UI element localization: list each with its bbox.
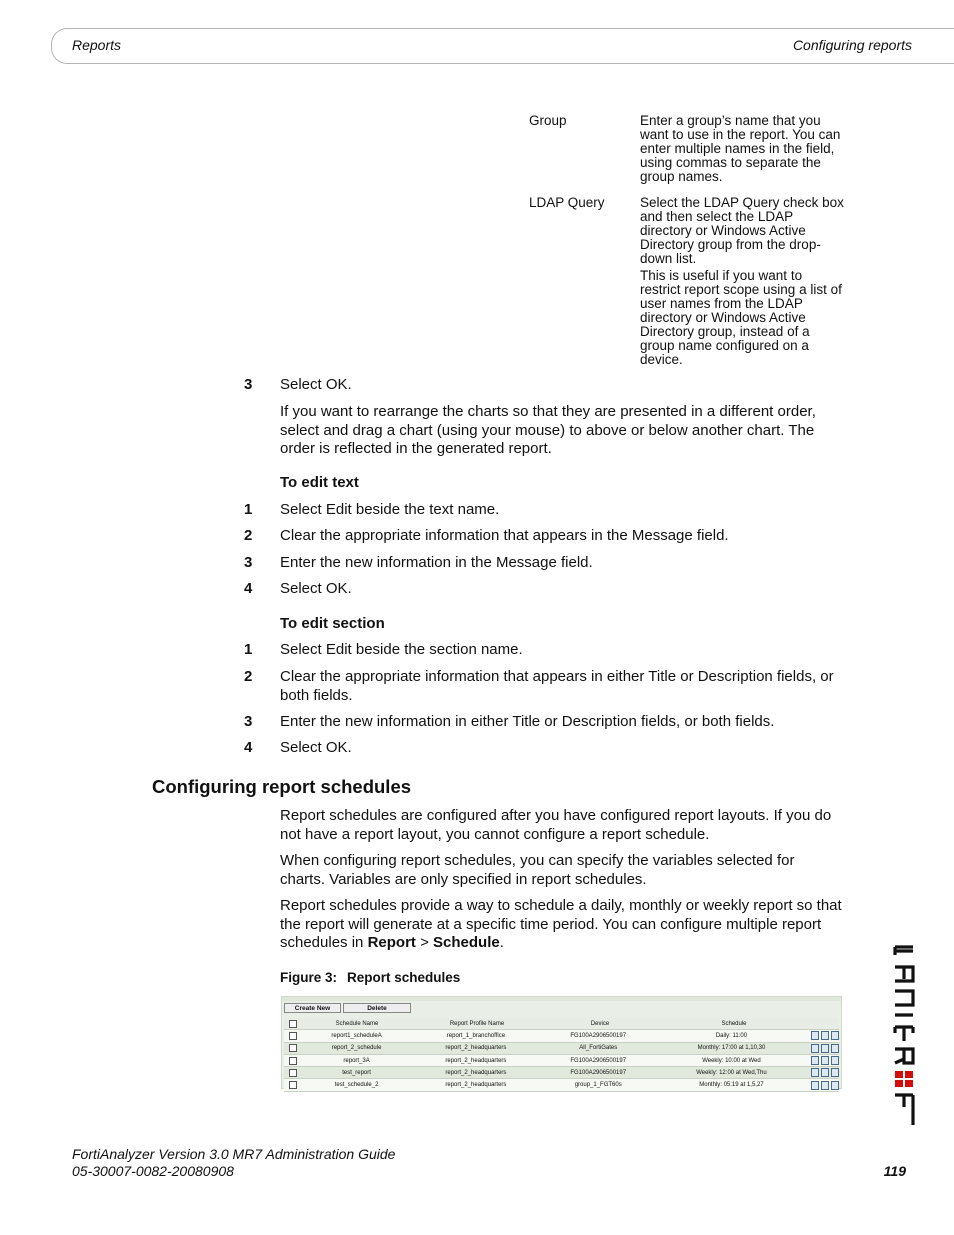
report-schedules-screenshot bbox=[281, 996, 842, 1089]
cell-report-profile: report_2_headquarters bbox=[445, 1069, 507, 1076]
figure-caption bbox=[280, 970, 460, 985]
step-text: Select OK. bbox=[280, 739, 352, 756]
edit-icon[interactable] bbox=[821, 1056, 829, 1065]
fortinet-logo bbox=[892, 943, 916, 1128]
cell-device: group_1_FGT60s bbox=[574, 1082, 622, 1089]
cell-schedule: Weekly: 12:00 at Wed,Thu bbox=[696, 1069, 767, 1076]
table-header bbox=[284, 1018, 839, 1030]
row-checkbox[interactable] bbox=[289, 1069, 297, 1077]
cell-device: FG100A2906500197 bbox=[570, 1069, 627, 1076]
run-icon[interactable] bbox=[831, 1068, 839, 1077]
edit-icon[interactable] bbox=[821, 1081, 829, 1090]
run-icon[interactable] bbox=[831, 1031, 839, 1040]
delete-icon[interactable] bbox=[811, 1081, 819, 1090]
column-header: Device bbox=[590, 1020, 610, 1027]
cell-report-profile: report_1_branchoffice bbox=[446, 1032, 506, 1039]
cell-report-profile: report_2_headquarters bbox=[445, 1082, 507, 1089]
cell-schedule-name: test_report bbox=[342, 1069, 371, 1076]
edit-icon[interactable] bbox=[821, 1031, 829, 1040]
section-paragraph-1: Report schedules are configured after you have configured report layouts. If you do not have a report layout, you cannot configure a report schedule. bbox=[280, 807, 832, 843]
cell-schedule-name: test_schedule_2 bbox=[334, 1082, 379, 1089]
select-all-checkbox-cell bbox=[284, 1020, 302, 1028]
row-actions bbox=[807, 1044, 839, 1053]
cell-device: FG100A2906500197 bbox=[570, 1057, 627, 1064]
step-number: 4 bbox=[244, 580, 253, 597]
column-header: Schedule Name bbox=[335, 1020, 379, 1027]
edit-icon[interactable] bbox=[821, 1044, 829, 1053]
select-all-checkbox[interactable] bbox=[289, 1020, 297, 1028]
run-icon[interactable] bbox=[831, 1056, 839, 1065]
step-number: 3 bbox=[244, 713, 253, 730]
header-topic-name: Configuring reports bbox=[792, 37, 912, 53]
cell-device: All_FortiGates bbox=[579, 1045, 618, 1052]
screenshot-toolbar bbox=[282, 1001, 841, 1014]
delete-icon[interactable] bbox=[811, 1068, 819, 1077]
edit-icon[interactable] bbox=[821, 1068, 829, 1077]
menu-path-separator: > bbox=[415, 934, 434, 951]
run-icon[interactable] bbox=[831, 1081, 839, 1090]
paragraph-text: Report schedules provide a way to schedule a daily, monthly or weekly report so that the report will generate at a specific time period. You can configure multiple report schedules in bbox=[280, 897, 842, 951]
row-actions bbox=[807, 1056, 839, 1065]
table-row bbox=[284, 1079, 839, 1091]
create-new-button[interactable]: Create New bbox=[284, 1003, 341, 1013]
paragraph-text: . bbox=[499, 934, 504, 951]
row-actions bbox=[807, 1081, 839, 1090]
section-paragraph-3 bbox=[280, 897, 842, 953]
step-number: 4 bbox=[244, 739, 253, 756]
row-checkbox[interactable] bbox=[289, 1081, 297, 1089]
step-text: Clear the appropriate information that appears in the Message field. bbox=[280, 527, 729, 544]
delete-icon[interactable] bbox=[811, 1031, 819, 1040]
definition-desc bbox=[640, 114, 844, 187]
delete-button[interactable]: Delete bbox=[343, 1003, 411, 1013]
delete-icon[interactable] bbox=[811, 1044, 819, 1053]
definition-text: Select the LDAP Query check box and then select the LDAP directory or Windows Active Directory group from the drop-down list. bbox=[640, 195, 844, 266]
footer-guide-title: FortiAnalyzer Version 3.0 MR7 Administration Guide bbox=[72, 1146, 396, 1162]
step-text: Enter the new information in the Message field. bbox=[280, 554, 593, 571]
definition-desc bbox=[640, 196, 844, 370]
schedule-table bbox=[284, 1018, 839, 1092]
menu-path-schedule: Schedule bbox=[433, 934, 500, 951]
table-row bbox=[284, 1067, 839, 1079]
row-actions bbox=[807, 1068, 839, 1077]
run-icon[interactable] bbox=[831, 1044, 839, 1053]
definition-row-group bbox=[529, 114, 844, 187]
step-text: Select OK. bbox=[280, 376, 352, 393]
figure-label: Figure 3: bbox=[280, 970, 338, 985]
row-checkbox[interactable] bbox=[289, 1057, 297, 1065]
menu-path-report: Report bbox=[367, 934, 416, 951]
cell-schedule-name: report_2_schedule bbox=[331, 1045, 382, 1052]
step-text: Clear the appropriate information that appears in either Title or Description fields, or both fields. bbox=[280, 668, 834, 704]
cell-schedule-name: report_3A bbox=[343, 1057, 370, 1064]
footer-document-number: 05-30007-0082-20080908 bbox=[72, 1163, 234, 1179]
cell-schedule-name: report1_scheduleA bbox=[331, 1032, 382, 1039]
definition-row-ldap bbox=[529, 196, 844, 370]
cell-schedule: Daily: 11:00 bbox=[715, 1032, 748, 1039]
step-number: 3 bbox=[244, 376, 253, 393]
section-heading: Configuring report schedules bbox=[152, 776, 412, 797]
step-number: 3 bbox=[244, 554, 253, 571]
column-header: Schedule bbox=[721, 1020, 747, 1027]
definition-term: LDAP Query bbox=[529, 195, 605, 210]
figure-title: Report schedules bbox=[347, 970, 461, 985]
table-row bbox=[284, 1055, 839, 1067]
header-section-name: Reports bbox=[72, 37, 122, 53]
column-header: Report Profile Name bbox=[449, 1020, 505, 1027]
definition-term: Group bbox=[529, 113, 567, 128]
procedure-title-edit-section: To edit section bbox=[280, 615, 385, 632]
row-checkbox-cell bbox=[284, 1032, 302, 1040]
cell-device: FG100A2906500197 bbox=[570, 1032, 627, 1039]
step-number: 2 bbox=[244, 668, 253, 685]
table-row bbox=[284, 1043, 839, 1055]
row-checkbox-cell bbox=[284, 1044, 302, 1052]
step-number: 1 bbox=[244, 501, 253, 518]
cell-schedule: Weekly: 10:00 at Wed bbox=[702, 1057, 761, 1064]
row-actions bbox=[807, 1031, 839, 1040]
row-checkbox-cell bbox=[284, 1069, 302, 1077]
definition-table bbox=[529, 114, 844, 379]
row-checkbox-cell bbox=[284, 1081, 302, 1089]
step-text: Select Edit beside the text name. bbox=[280, 501, 500, 518]
cell-schedule: Monthly: 05:19 at 1,5,27 bbox=[699, 1082, 764, 1089]
step-number: 2 bbox=[244, 527, 253, 544]
definition-text: Enter a group’s name that you want to use in the report. You can enter multiple names in the field, using commas to separate the group names. bbox=[640, 113, 841, 184]
page-number: 119 bbox=[883, 1163, 906, 1179]
step-text: Select OK. bbox=[280, 580, 352, 597]
procedure-title-edit-text: To edit text bbox=[280, 474, 359, 491]
step-text: Select Edit beside the section name. bbox=[280, 641, 523, 658]
definition-text: This is useful if you want to restrict report scope using a list of user names from the LDAP directory or Windows Active Directory group, instead of a group name configured on a device. bbox=[640, 268, 842, 367]
delete-icon[interactable] bbox=[811, 1056, 819, 1065]
cell-schedule: Monthly: 17:00 at 1,10,30 bbox=[697, 1045, 766, 1052]
cell-report-profile: report_2_headquarters bbox=[445, 1045, 507, 1052]
rearrange-paragraph: If you want to rearrange the charts so that they are presented in a different order, select and drag a chart (using your mouse) to above or below another chart. The order is reflected in the generated report. bbox=[280, 403, 816, 457]
table-row bbox=[284, 1030, 839, 1042]
cell-report-profile: report_2_headquarters bbox=[445, 1057, 507, 1064]
row-checkbox[interactable] bbox=[289, 1044, 297, 1052]
section-paragraph-2: When configuring report schedules, you can specify the variables selected for charts. Variables are only specified in report schedules. bbox=[280, 852, 795, 888]
step-number: 1 bbox=[244, 641, 253, 658]
row-checkbox-cell bbox=[284, 1057, 302, 1065]
row-checkbox[interactable] bbox=[289, 1032, 297, 1040]
step-text: Enter the new information in either Title or Description fields, or both fields. bbox=[280, 713, 775, 730]
